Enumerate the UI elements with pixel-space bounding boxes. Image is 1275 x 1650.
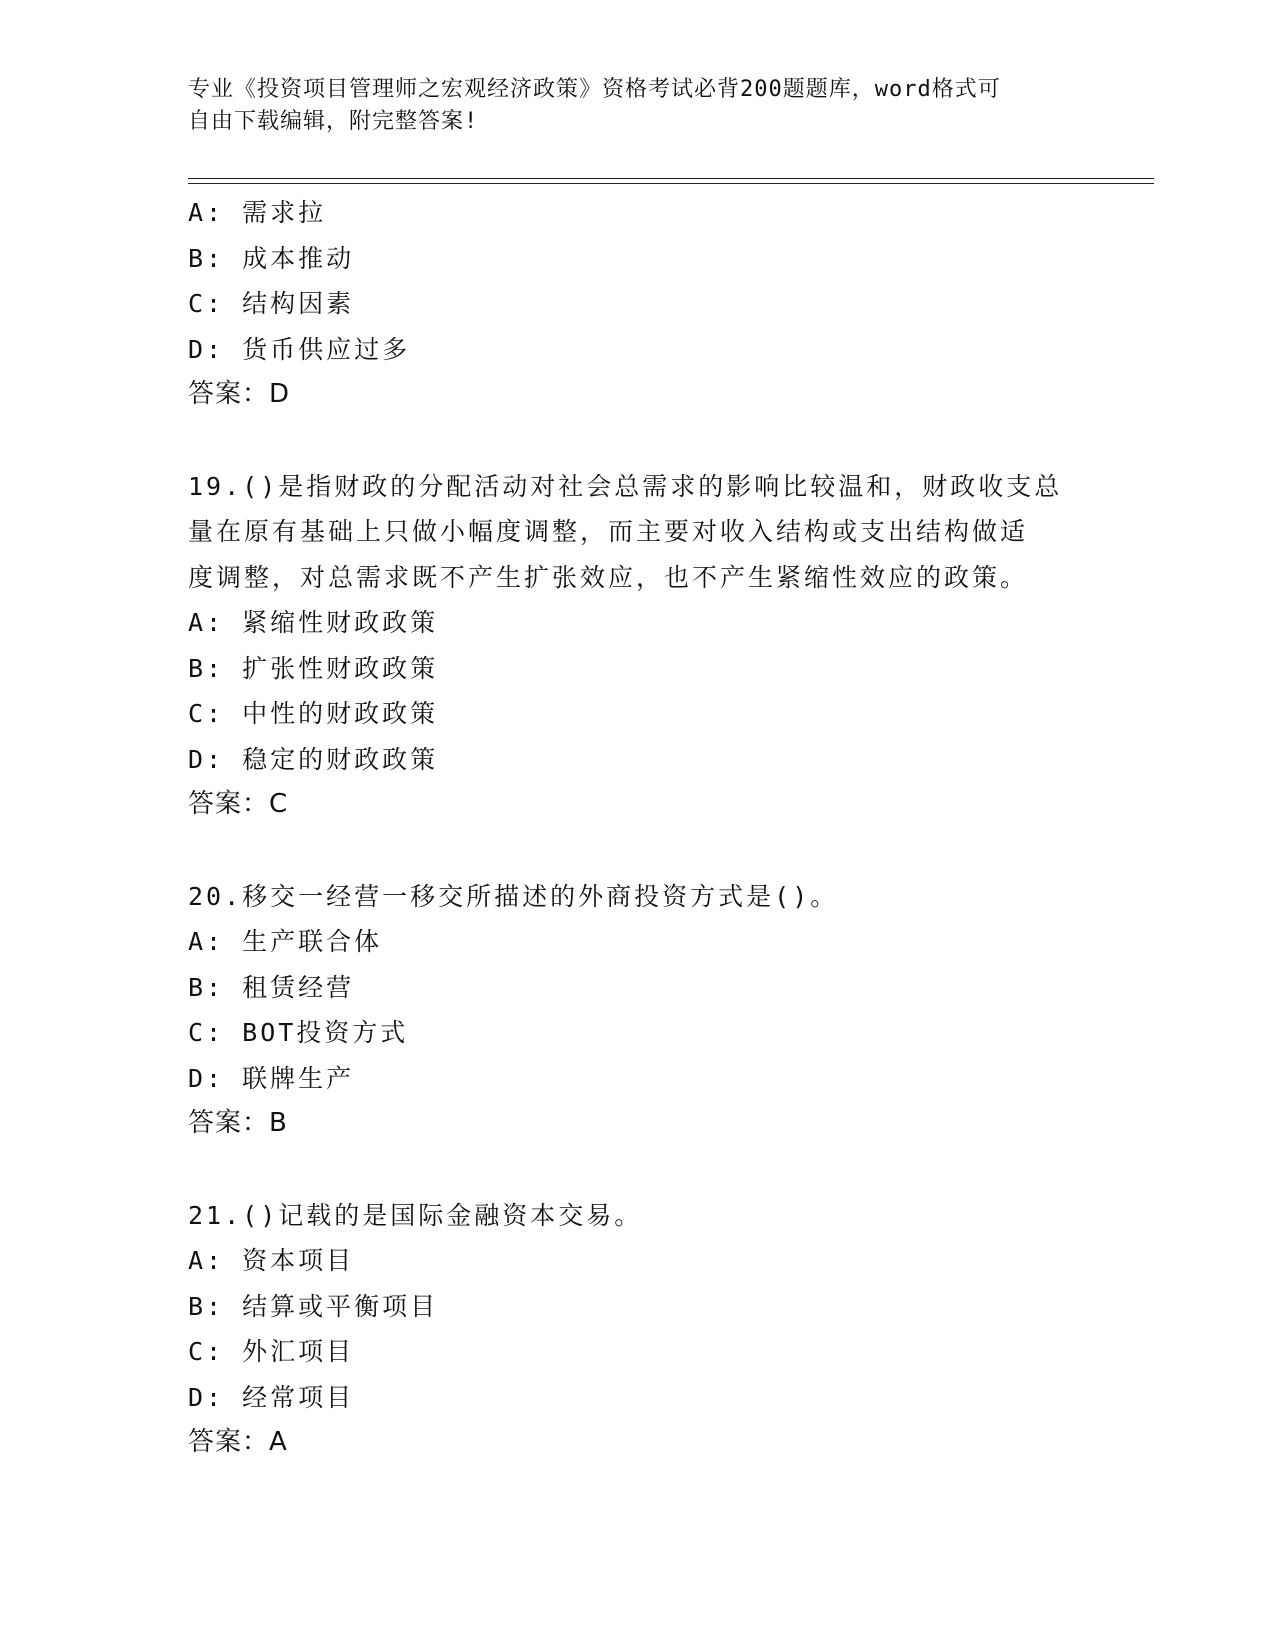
option-c: C: BOT投资方式	[188, 1018, 409, 1047]
question-stem-line-1: 19.()是指财政的分配活动对社会总需求的影响比较温和，财政收支总	[188, 471, 1063, 501]
option-c: C: 中性的财政政策	[188, 699, 439, 728]
answer-line: 答案：B	[188, 1108, 288, 1138]
question-20	[188, 874, 1088, 1147]
option-b: B: 租赁经营	[188, 972, 355, 1002]
option-b: B: 扩张性财政政策	[188, 653, 439, 683]
answer-line: 答案：D	[188, 379, 291, 409]
document-header	[188, 74, 1068, 138]
option-d: D: 联牌生产	[188, 1063, 355, 1093]
header-rule-top	[188, 178, 1154, 179]
question-stem-line-3: 度调整，对总需求既不产生扩张效应，也不产生紧缩性效应的政策。	[188, 562, 1029, 592]
spacer	[188, 418, 1088, 464]
option-a: A: 需求拉	[188, 198, 327, 227]
option-a: A: 生产联合体	[188, 927, 383, 956]
spacer	[188, 828, 1088, 874]
question-18	[188, 190, 1088, 418]
option-a: A: 资本项目	[188, 1246, 355, 1275]
question-stem-line-2: 量在原有基础上只做小幅度调整，而主要对收入结构或支出结构做适	[188, 517, 1029, 546]
answer-line: 答案：A	[188, 1427, 288, 1457]
spacer	[188, 1147, 1088, 1193]
option-b: B: 结算或平衡项目	[188, 1291, 439, 1321]
option-d: D: 经常项目	[188, 1382, 355, 1412]
option-a: A: 紧缩性财政政策	[188, 608, 439, 637]
header-line-2: 自由下载编辑，附完整答案!	[188, 109, 479, 134]
question-stem-line-1: 21.()记载的是国际金融资本交易。	[188, 1200, 643, 1230]
option-d: D: 货币供应过多	[188, 334, 411, 364]
question-19	[188, 464, 1088, 828]
question-stem-line-1: 20.移交一经营一移交所描述的外商投资方式是()。	[188, 881, 839, 911]
header-rule-bottom	[188, 183, 1154, 184]
answer-line: 答案：C	[188, 789, 289, 819]
question-21	[188, 1193, 1088, 1466]
option-c: C: 结构因素	[188, 289, 355, 318]
option-b: B: 成本推动	[188, 243, 355, 273]
option-c: C: 外汇项目	[188, 1337, 355, 1366]
option-d: D: 稳定的财政政策	[188, 744, 439, 774]
question-list	[188, 190, 1088, 1466]
header-line-1: 专业《投资项目管理师之宏观经济政策》资格考试必背200题题库，word格式可	[188, 77, 1001, 102]
